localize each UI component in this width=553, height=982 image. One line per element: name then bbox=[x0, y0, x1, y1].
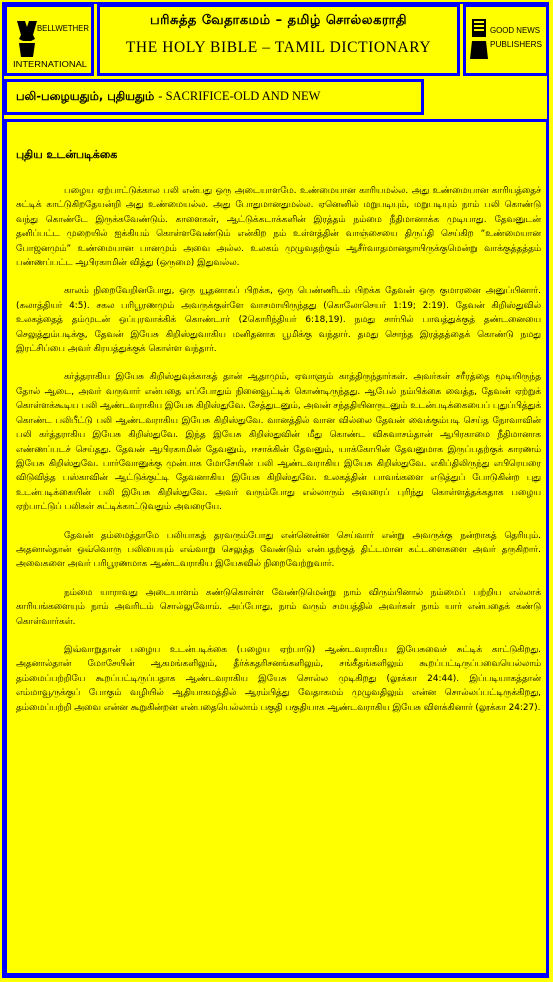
svg-text:BELLWETHER: BELLWETHER bbox=[37, 23, 89, 33]
section-title-box bbox=[4, 79, 424, 115]
svg-text:GOOD NEWS: GOOD NEWS bbox=[490, 25, 541, 35]
paragraph: கர்த்தராகிய இயேசு கிறிஸ்துவுக்காகத் தான் ஆதாமும், ஏவாளும் காத்திருந்தார்கள். அவர்கள் சரீரத்தை மூடியிருந்த தோல் ஆடை, அவர் வருவார் என்பதை எப்போதும் நினைவூட்டிக் கொண்டிருந்தது. ஆபேல் நம்பிக்கை வைத்த, தேவன் ஏற்றுக் கொள்ளக்கூடிய பலி ஆண்டவராகிய இயேசு கிறிஸ்துவே. சேத்துடனும், அவன் சந்ததியினருடனும் உடன்படிக்கையைப் புதுப்பித்துக் கொண்ட பலிபீட்டு பலி ஆண்டவராகிய இயேசு கிறிஸ்துவே. வானத்தில் வான வில்லை தேவன் வைக்கும்படி செய்த நோவாவின் பலி கர்த்தராகிய இயேசு கிறிஸ்துவே. இந்த இயேசு கிறிஸ்துவின் மீது கொண்ட விசுவாசம்தான் ஆபிரகாமை நீதிமானாக எண்ணப்படச் செய்தது. தேவன் ஆபிரகாமின் தேவனும், ஈசாக்கின் தேவனும், யாக்கோபின் தேவனுமாக இருப்பதற்குக் காரணம் இயேசு கிறிஸ்துவே. பார்வோனுக்கு முன்பாக மோசேயின் பலி ஆண்டவராகிய இயேசு கிறிஸ்துவே. எகிப்திலிருந்து எபிரெயரை விடுவித்த பஸ்காவின் ஆட்டுக்குட்டி தேவனாகிய இயேசு கிறிஸ்துவே. உலகத்தின் பாவங்களை எடுத்துப் போடுகின்ற புது உடன்படிக்கையின் பலி இயேசு கிறிஸ்துவே. அவர் வரும்போது எல்லாரும் அவரைப் புரிந்து கொள்ளத்தக்கதாக பழைய ஏற்பாட்டுப் பலிகள் சுட்டிக்காட்டுவதும் அவரையே. bbox=[16, 372, 541, 513]
title-english: THE HOLY BIBLE – TAMIL DICTIONARY bbox=[125, 39, 432, 56]
title-tamil: பரிசுத்த வேதாகமம் – தமிழ் சொல்லகராதி bbox=[149, 13, 408, 28]
good-news-logo-icon bbox=[466, 7, 546, 73]
svg-text:PUBLISHERS: PUBLISHERS bbox=[490, 39, 543, 49]
paragraph: பழைய ஏற்பாட்டுக்கால பலி என்பது ஒரு அடையாளமே. உண்மையான காரியமல்ல. அது உண்மையான காரியத்தைச் சுட்டிக் காட்டுகிறதேயன்றி அது உண்மையல்ல. அது போதுமானதுமல்ல. ஏனெனில் மறுபடியும், மறுபடியும் நாம் பலி கொண்டு வந்து கொண்டே இருக்கவேண்டும். காளைகள், ஆட்டுக்கடாக்களின் இரத்தம் நம்மை நீதிமானாக்க முடியாது. தேவனுடன் தனிப்பட்ட முறையில் ஐக்கியம் கொள்ளவேண்டும் என்கிற நம் உள்ளத்தின் வாஞ்சையை திருப்தி செய்கிற “உண்மையான போஜனமும்” உண்மையான பானமும் அவை அல்ல. உலகம் முழுவதற்கும் ஆசீர்வாதமானதாயிருக்குமென்று வாக்குத்தத்தம் பண்ணப்பட்ட ஆபிரகாமின் வித்து (ஒருமை) இதுவல்ல. bbox=[16, 186, 541, 269]
dictionary-title-box bbox=[97, 4, 460, 76]
paragraph: நம்மை யாராவது அடையாளம் கண்டுகொள்ள வேண்டுமென்று நாம் விரும்பினால் நம்மைப் பற்றிய எல்லாக் காரியங்களையும் நாம் அவரிடம் சொல்லுவோம். அப்போது, நாம் வரும் சமயத்தில் அவர்கள் நாம் யார் என்பதைக் கண்டு கொள்வார்கள். bbox=[16, 587, 541, 627]
article-content bbox=[4, 119, 549, 976]
bellwether-logo bbox=[4, 4, 94, 76]
paragraph: தேவன் தம்மைத்தாமே பலியாகத் தரவரும்போது என்னென்ன செய்வார் என்று அவருக்கு நன்றாகத் தெரியும். அதனால்தான் ஒவ்வொரு பலியையும் எவ்வாறு செலுத்த வேண்டும் என்பதற்குத் திட்டமான கட்டளைகளை அவர் தருகிறார். அவைகளை அவர் பரிபூரணமாக ஆண்டவராகிய இயேசுவில் நிறைவேற்றுவார். bbox=[16, 530, 541, 570]
subheading: புதிய உடன்படிக்கை bbox=[16, 148, 118, 161]
bellwether-logo-icon bbox=[7, 7, 91, 73]
section-title-english: - SACRIFICE-OLD AND NEW bbox=[158, 89, 321, 103]
good-news-logo bbox=[463, 4, 549, 76]
paragraph: காலம் நிறைவேறினபோது, ஒரு யூதனாகப் பிறக்க, ஒரு பெண்ணிடம் பிறக்க தேவன் ஒரு குமாரனை அனுப்பினார். (கலாத்தியர் 4:5). சகல பரிபூரணமும் அவருக்குள்ளே வாசமாயிருந்தது (கொலோசெயர் 1:19; 2:19). தேவன் கிறிஸ்துவில் உலகத்தைத் தம்முடன் ஒப்புரவாக்கிக் கொண்டார் (2கொரிந்தியர் 6:18,19). நமது சார்பில் பாவத்துக்குத் தண்டனையை செலுத்தும்படிக்கு, தேவன் இயேசு கிறிஸ்துவாகிய மனிதனாக பூமிக்கு வந்தார். தமது சொந்த இரத்தத்தைக் கொண்டு நமது இரட்சிப்பை அவர் கிரயத்துக்குக் கொள்ள வந்தார். bbox=[16, 286, 541, 355]
svg-text:INTERNATIONAL: INTERNATIONAL bbox=[13, 59, 88, 69]
paragraph: இவ்வாறுதான் பழைய உடன்படிக்கை (பழைய ஏற்பாடு) ஆண்டவராகிய இயேசுவைச் சுட்டிக் காட்டுகிறது. அதனால்தான் மோசேயின் ஆகமங்களிலும், தீர்க்கதரிசனங்களிலும், சங்கீதங்களிலும் கூறப்பட்டிருப்பவையெல்லாம் தம்மைப்பற்றியே கூறப்பட்டிருப்பதாக ஆண்டவராகிய இயேசு சொல்ல முடிகிறது (லூக்கா 24:44). இப்படியாகத்தான் எம்மாவூருக்குப் போகும் வழியில் ஆதியாகமத்தில் ஆரம்பித்து வேதாகமம் முழுவதிலும் என்ன சொல்லப்பட்டிருக்கிறது, தம்மைப்பற்றி அவை என்ன கூறுகின்றன என்பதையெல்லாம் பகுதி பகுதியாக ஆண்டவராகிய இயேசு விளக்கினார் (லூக்கா 24:27). bbox=[16, 644, 541, 713]
article-body bbox=[16, 184, 541, 729]
section-title bbox=[16, 89, 320, 105]
section-title-tamil: பலி-பழையதும், புதியதும் bbox=[16, 89, 159, 103]
